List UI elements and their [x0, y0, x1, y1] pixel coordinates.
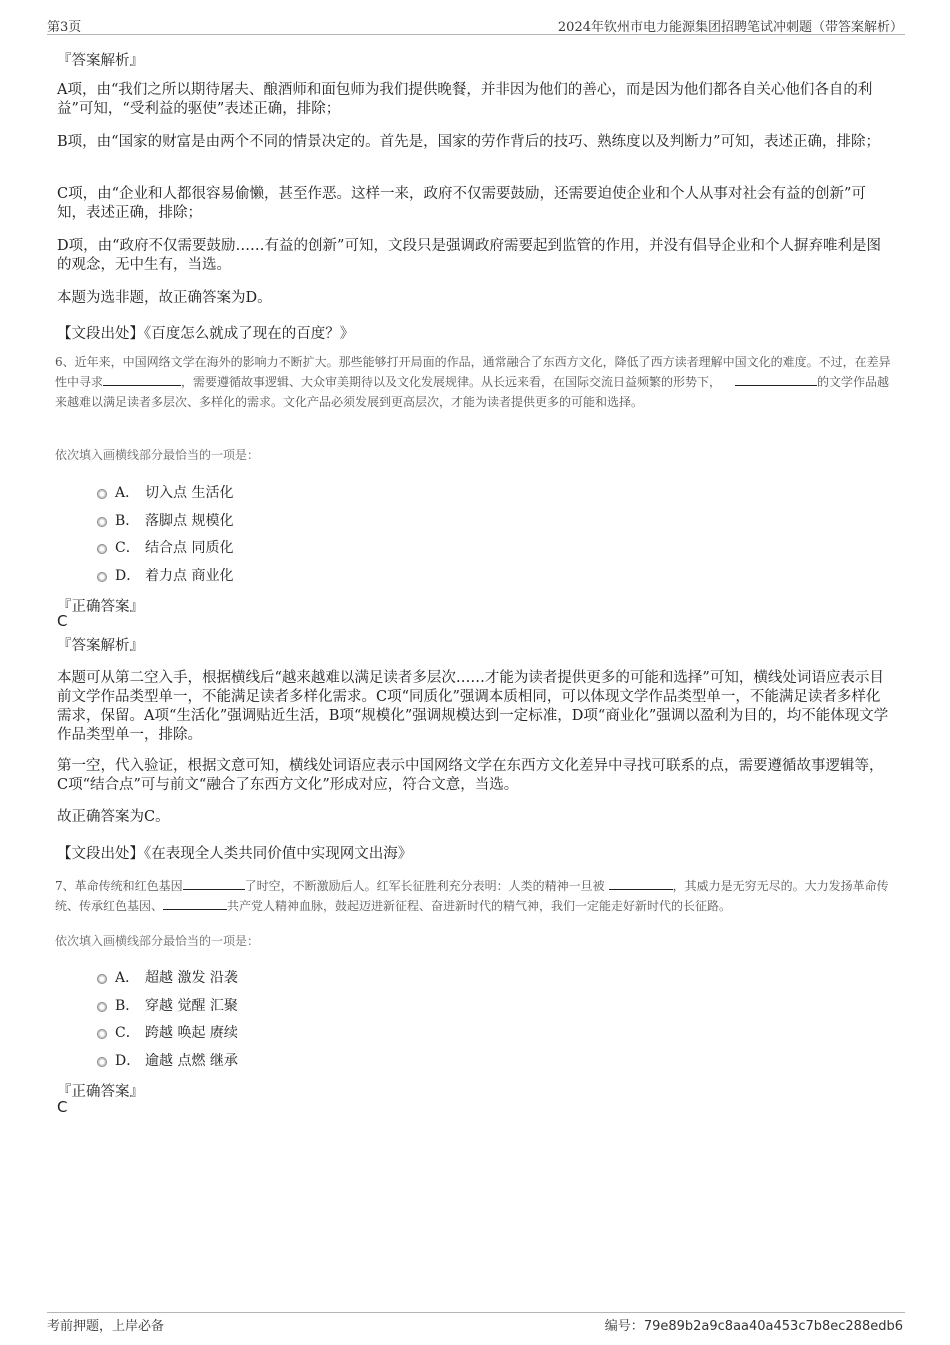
document-code: 编号：79e89b2a9c8aa40a453c7b8ec288edb6	[604, 1319, 903, 1334]
option-c[interactable]: C． 结合点 同质化	[97, 537, 233, 557]
radio-button[interactable]	[97, 974, 107, 984]
option-b[interactable]: B． 穿越 觉醒 汇聚	[97, 995, 238, 1015]
question-prompt: 依次填入画横线部分最恰当的一项是：	[55, 934, 260, 948]
analysis-label: 『答案解析』	[57, 53, 144, 69]
question-prompt: 依次填入画横线部分最恰当的一项是：	[55, 448, 260, 462]
question-6-text: 6、近年来，中国网络文学在海外的影响力不断扩大。那些能够打开局面的作品，通常融合了东西方文化，降低了西方读者理解中国文化的难度。不过，在差异性中寻求 ，需要遵循故事逻辑、大众审美期待以及文化发展规律。从长远来看，在国际交流日益频繁的形势下， 的文学作品越来越难以满足读者多层次、多样化的需求。文化产品必须发展到更高层次，才能为读者提供更多的可能和选择。	[55, 355, 891, 409]
correct-answer: C	[57, 1098, 68, 1116]
analysis-paragraph: B项，由“国家的财富是由两个不同的情景决定的。首先是，国家的劳作背后的技巧、熟练度以及判断力”可知，表述正确，排除；	[57, 134, 880, 150]
page-number: 第3页	[47, 20, 82, 35]
fill-blank	[103, 373, 181, 386]
fill-blank	[163, 897, 227, 910]
analysis-paragraph: C项，由“企业和人都很容易偷懒，甚至作恶。这样一来，政府不仅需要鼓励，还需要迫使企业和个人从事对社会有益的创新”可知，表述正确，排除；	[57, 186, 866, 221]
page-footer	[47, 1312, 905, 1334]
question-7-text: 7、革命传统和红色基因 了时空，不断激励后人。红军长征胜利充分表明：人类的精神一旦被 ，其威力是无穷无尽的。大力发扬革命传统、传承红色基因、 共产党人精神血脉，鼓起迈进新征程、奋进新时代的精气神，我们一定能走好新时代的长征路。	[55, 879, 889, 913]
fill-blank	[183, 877, 245, 890]
analysis-paragraph: 本题可从第二空入手，根据横线后“越来越难以满足读者多层次……才能为读者提供更多的可能和选择”可知，横线处词语应表示目前文学作品类型单一，不能满足读者多样化需求。C项“同质化”强调本质相同，可以体现文学作品类型单一，不能满足读者多样化需求，保留。A项“生活化”强调贴近生活，B项“规模化”强调规模达到一定标准，D项“商业化”强调以盈利为目的，均不能体现文学作品类型单一，排除。	[57, 670, 889, 743]
radio-button[interactable]	[97, 517, 107, 527]
radio-button[interactable]	[97, 1002, 107, 1012]
radio-button[interactable]	[97, 572, 107, 582]
passage-source: 【文段出处】《在表现全人类共同价值中实现网文出海》	[57, 846, 413, 862]
footer-slogan: 考前押题，上岸必备	[47, 1319, 165, 1334]
correct-answer-label: 『正确答案』	[57, 1084, 144, 1100]
option-d[interactable]: D． 着力点 商业化	[97, 565, 233, 585]
analysis-conclusion: 本题为选非题，故正确答案为D。	[57, 290, 272, 306]
option-c[interactable]: C． 跨越 唤起 赓续	[97, 1022, 238, 1042]
analysis-label: 『答案解析』	[57, 638, 144, 654]
radio-button[interactable]	[97, 489, 107, 499]
document-title: 2024年钦州市电力能源集团招聘笔试冲刺题（带答案解析）	[557, 20, 903, 35]
analysis-paragraph: D项，由“政府不仅需要鼓励……有益的创新”可知，文段只是强调政府需要起到监管的作用，并没有倡导企业和个人摒弃唯利是图的观念，无中生有，当选。	[57, 238, 881, 273]
passage-source: 【文段出处】《百度怎么就成了现在的百度？》	[57, 326, 355, 342]
option-a[interactable]: A． 切入点 生活化	[97, 482, 233, 502]
radio-button[interactable]	[97, 1029, 107, 1039]
option-a[interactable]: A． 超越 激发 沿袭	[97, 967, 238, 987]
radio-button[interactable]	[97, 544, 107, 554]
analysis-paragraph: A项，由“我们之所以期待屠夫、酿酒师和面包师为我们提供晚餐，并非因为他们的善心，而是因为他们都各自关心他们各自的利益”可知，“受利益的驱使”表述正确，排除；	[57, 82, 873, 117]
radio-button[interactable]	[97, 1057, 107, 1067]
analysis-conclusion: 故正确答案为C。	[57, 809, 170, 825]
fill-blank	[735, 373, 817, 386]
option-b[interactable]: B． 落脚点 规模化	[97, 510, 233, 530]
correct-answer-label: 『正确答案』	[57, 599, 144, 615]
page-header	[47, 14, 905, 35]
option-d[interactable]: D． 逾越 点燃 继承	[97, 1050, 238, 1070]
correct-answer: C	[57, 612, 68, 630]
fill-blank	[609, 877, 673, 890]
analysis-paragraph: 第一空，代入验证，根据文意可知，横线处词语应表示中国网络文学在东西方文化差异中寻找可联系的点，需要遵循故事逻辑等，C项“结合点”可与前文“融合了东西方文化”形成对应，符合文意，当选。	[57, 758, 884, 793]
